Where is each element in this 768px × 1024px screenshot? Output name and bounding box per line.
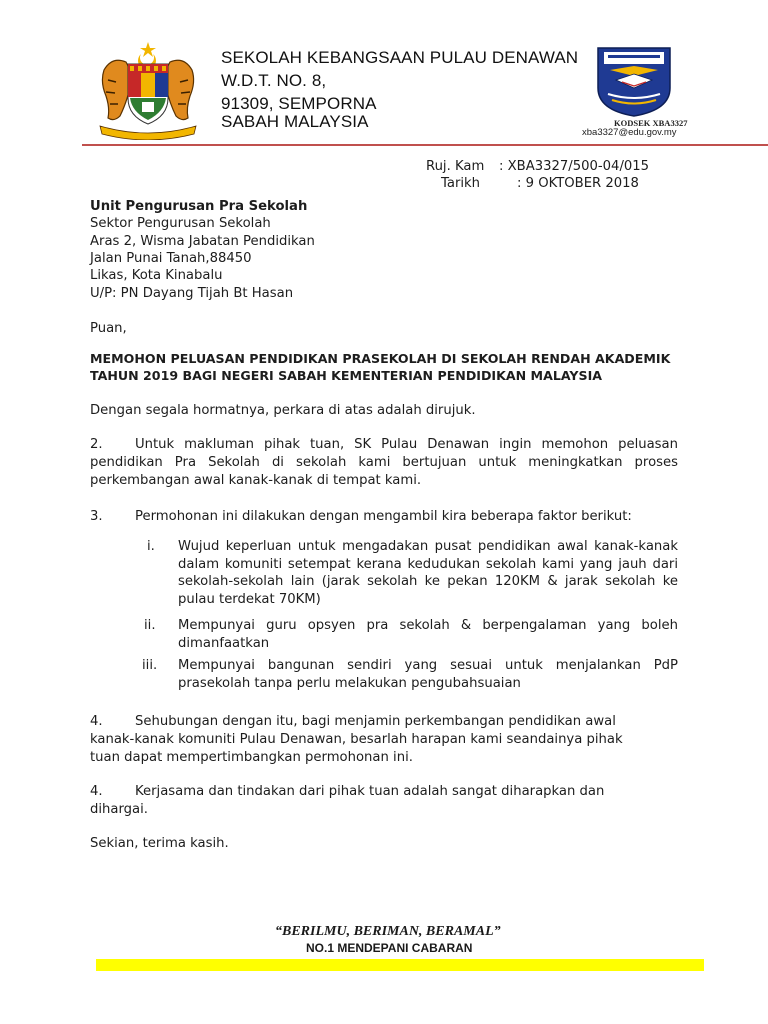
closing-line: Sekian, terima kasih. xyxy=(90,836,229,851)
school-tagline: NO.1 MENDEPANI CABARAN xyxy=(306,941,473,955)
salutation: Puan, xyxy=(90,321,127,336)
recipient-attention: U/P: PN Dayang Tijah Bt Hasan xyxy=(90,286,294,301)
coat-of-arms-logo xyxy=(94,40,202,140)
recipient-city: Likas, Kota Kinabalu xyxy=(90,268,223,283)
recipient-unit: Unit Pengurusan Pra Sekolah xyxy=(90,199,308,214)
date-value: : 9 OKTOBER 2018 xyxy=(517,176,639,191)
para3-number: 3. xyxy=(90,509,103,524)
recipient-sector: Sektor Pengurusan Sekolah xyxy=(90,216,271,231)
para5-number: 4. xyxy=(90,784,103,799)
list-item-3-text: Mempunyai bangunan sendiri yang sesuai untuk menjalankan PdP prasekolah tanpa perlu melakukan pengubahsuaian xyxy=(178,658,678,691)
subject-line-1: MEMOHON PELUASAN PENDIDIKAN PRASEKOLAH DI SEKOLAH RENDAH AKADEMIK xyxy=(90,351,671,366)
address-line-3: SABAH MALAYSIA xyxy=(221,112,369,131)
para5-first-line: Kerjasama dan tindakan dari pihak tuan adalah sangat diharapkan dan xyxy=(135,784,605,799)
para2-body: pendidikan Pra Sekolah di sekolah kami bertujuan untuk meningkatkan proses perkembangan awal kanak-kanak di tempat kami. xyxy=(90,455,678,488)
address-line-2: 91309, SEMPORNA xyxy=(221,94,377,113)
school-name: SEKOLAH KEBANGSAAN PULAU DENAWAN xyxy=(221,48,579,67)
ref-value: : XBA3327/500-04/015 xyxy=(499,159,650,174)
footer-bar xyxy=(96,959,704,971)
para5-body: dihargai. xyxy=(90,802,148,817)
opening-line: Dengan segala hormatnya, perkara di atas adalah dirujuk. xyxy=(90,403,476,418)
recipient-floor: Aras 2, Wisma Jabatan Pendidikan xyxy=(90,234,315,249)
school-logo xyxy=(594,44,674,118)
header-divider xyxy=(82,144,768,146)
list-item-2-number: ii. xyxy=(144,618,156,633)
subject-line-2: TAHUN 2019 BAGI NEGERI SABAH KEMENTERIAN PENDIDIKAN MALAYSIA xyxy=(90,368,603,383)
para3-text: Permohonan ini dilakukan dengan mengambil kira beberapa faktor berikut: xyxy=(135,509,632,524)
para4-number: 4. xyxy=(90,714,103,729)
list-item-2-text: Mempunyai guru opsyen pra sekolah & berpengalaman yang boleh dimanfaatkan xyxy=(178,618,678,651)
address-line-1: W.D.T. NO. 8, xyxy=(221,71,327,90)
para4-first-line: Sehubungan dengan itu, bagi menjamin perkembangan pendidikan awal xyxy=(135,714,616,729)
list-item-1-text: Wujud keperluan untuk mengadakan pusat pendidikan awal kanak-kanak dalam komuniti setempat kerana kedudukan sekolah kami yang jauh dari sekolah-sekolah lain (jarak sekolah ke pekan 120KM & jarak sekolah ke pulau terdekat 70KM) xyxy=(178,539,678,607)
school-code: KODSEK XBA3327 xyxy=(614,118,688,128)
para4-body: kanak-kanak komuniti Pulau Denawan, besarlah harapan kami seandainya pihak tuan dapat mempertimbangkan permohonan ini. xyxy=(90,732,623,765)
ref-label: Ruj. Kam xyxy=(426,159,485,174)
para2-first-line: Untuk makluman pihak tuan, SK Pulau Denawan ingin memohon peluasan xyxy=(135,437,678,452)
para2-number: 2. xyxy=(90,437,103,452)
recipient-street: Jalan Punai Tanah,88450 xyxy=(90,251,252,266)
list-item-1-number: i. xyxy=(147,539,155,554)
school-motto: “BERILMU, BERIMAN, BERAMAL” xyxy=(275,924,501,939)
date-label: Tarikh xyxy=(441,176,481,191)
school-email: xba3327@edu.gov.my xyxy=(582,127,677,138)
list-item-3-number: iii. xyxy=(142,658,158,673)
